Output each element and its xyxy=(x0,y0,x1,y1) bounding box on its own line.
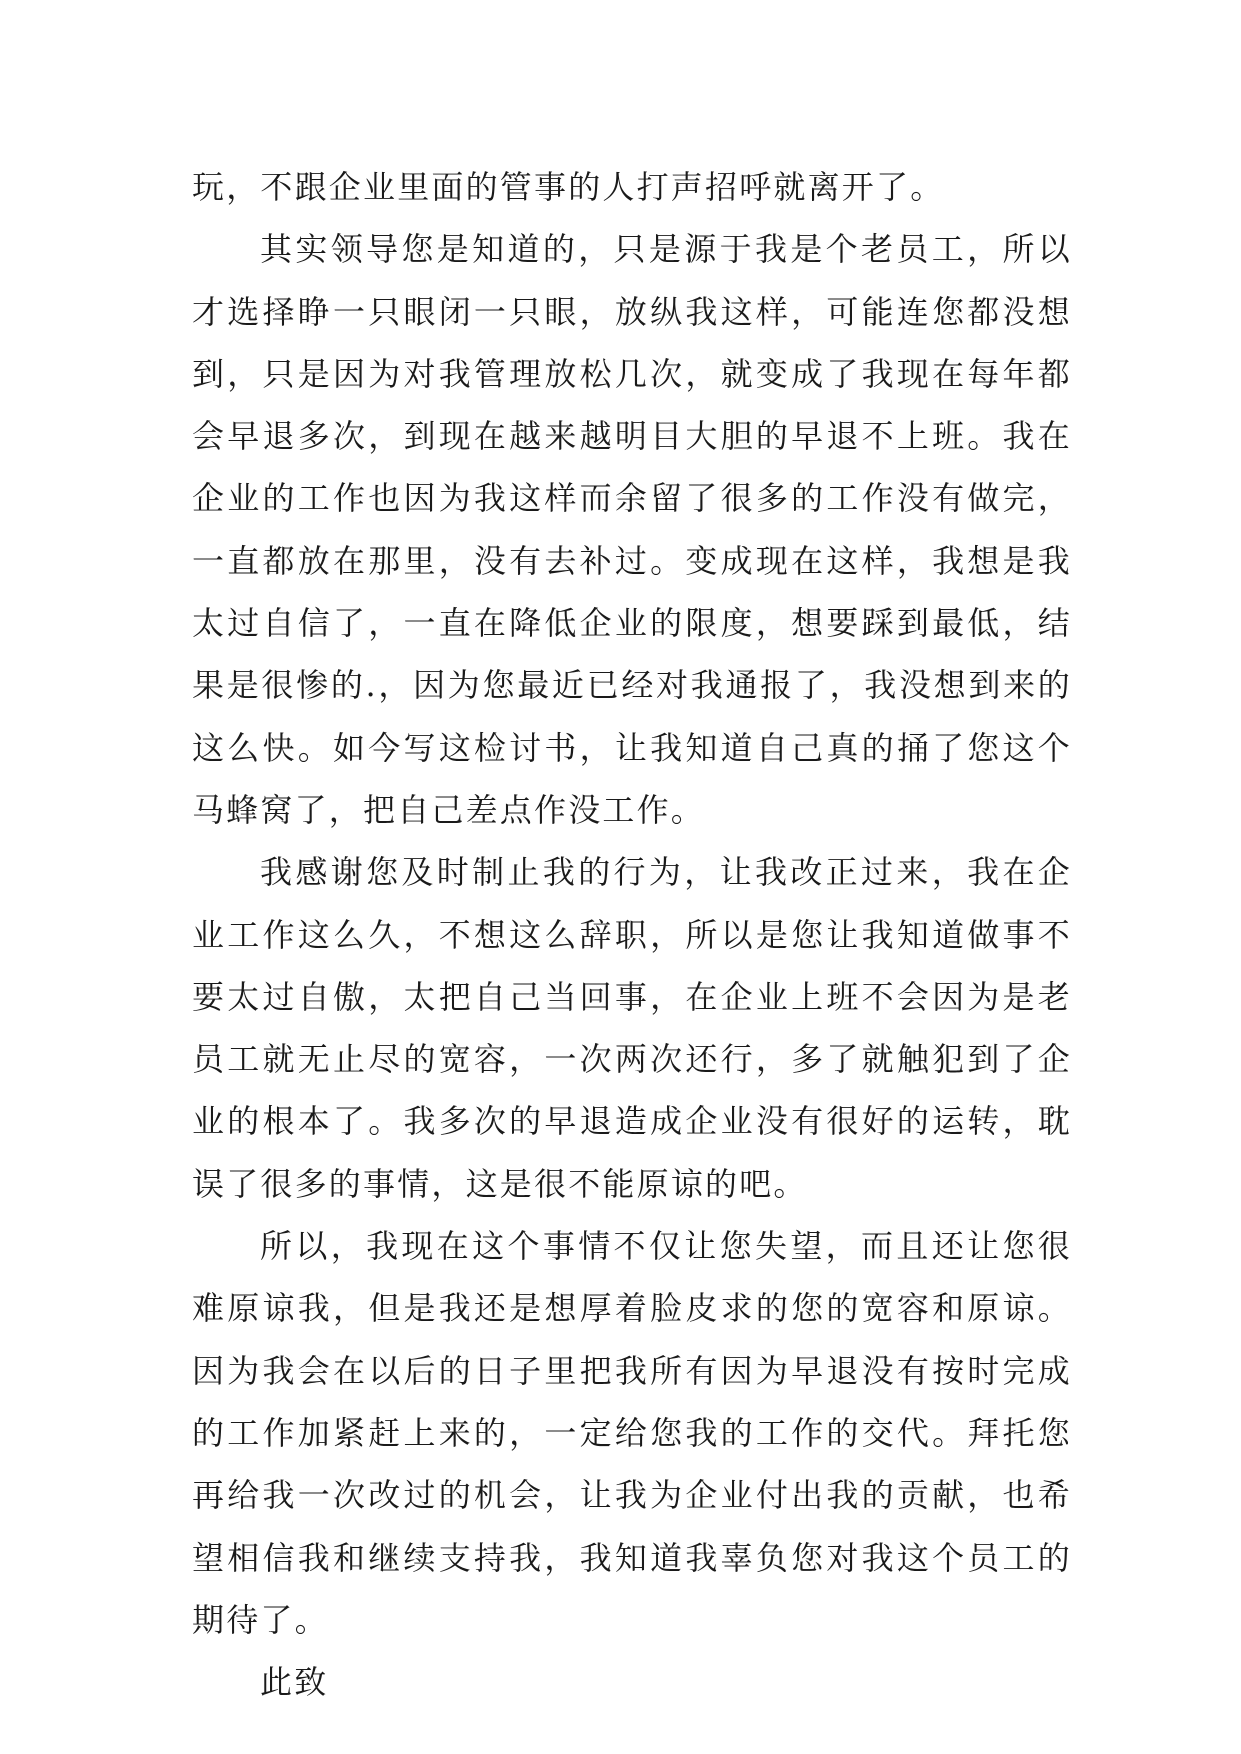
document-body xyxy=(192,156,1072,1713)
paragraph-apology: 所以，我现在这个事情不仅让您失望，而且还让您很难原谅我，但是我还是想厚着脸皮求的您的宽容和原谅。因为我会在以后的日子里把我所有因为早退没有按时完成的工作加紧赶上来的，一定给您我的工作的交代。拜托您再给我一次改过的机会，让我为企业付出我的贡献，也希望相信我和继续支持我，我知道我辜负您对我这个员工的期待了。 xyxy=(192,1227,1072,1639)
closing-salutation: 此致 xyxy=(260,1663,329,1702)
paragraph-admission: 其实领导您是知道的，只是源于我是个老员工，所以才选择睁一只眼闭一只眼，放纵我这样，可能连您都没想到，只是因为对我管理放松几次，就变成了我现在每年都会早退多次，到现在越来越明目大胆的早退不上班。我在企业的工作也因为我这样而余留了很多的工作没有做完，一直都放在那里，没有去补过。变成现在这样，我想是我太过自信了，一直在降低企业的限度，想要踩到最低，结果是很惨的.，因为您最近已经对我通报了，我没想到来的这么快。如今写这检讨书，让我知道自己真的捅了您这个马蜂窝了，把自己差点作没工作。 xyxy=(192,230,1072,829)
paragraph-continuation: 玩，不跟企业里面的管事的人打声招呼就离开了。 xyxy=(192,168,945,206)
paragraph-gratitude: 我感谢您及时制止我的行为，让我改正过来，我在企业工作这么久，不想这么辞职，所以是您让我知道做事不要太过自傲，太把自己当回事，在企业上班不会因为是老员工就无止尽的宽容，一次两次还行，多了就触犯到了企业的根本了。我多次的早退造成企业没有很好的运转，耽误了很多的事情，这是很不能原谅的吧。 xyxy=(192,853,1072,1203)
